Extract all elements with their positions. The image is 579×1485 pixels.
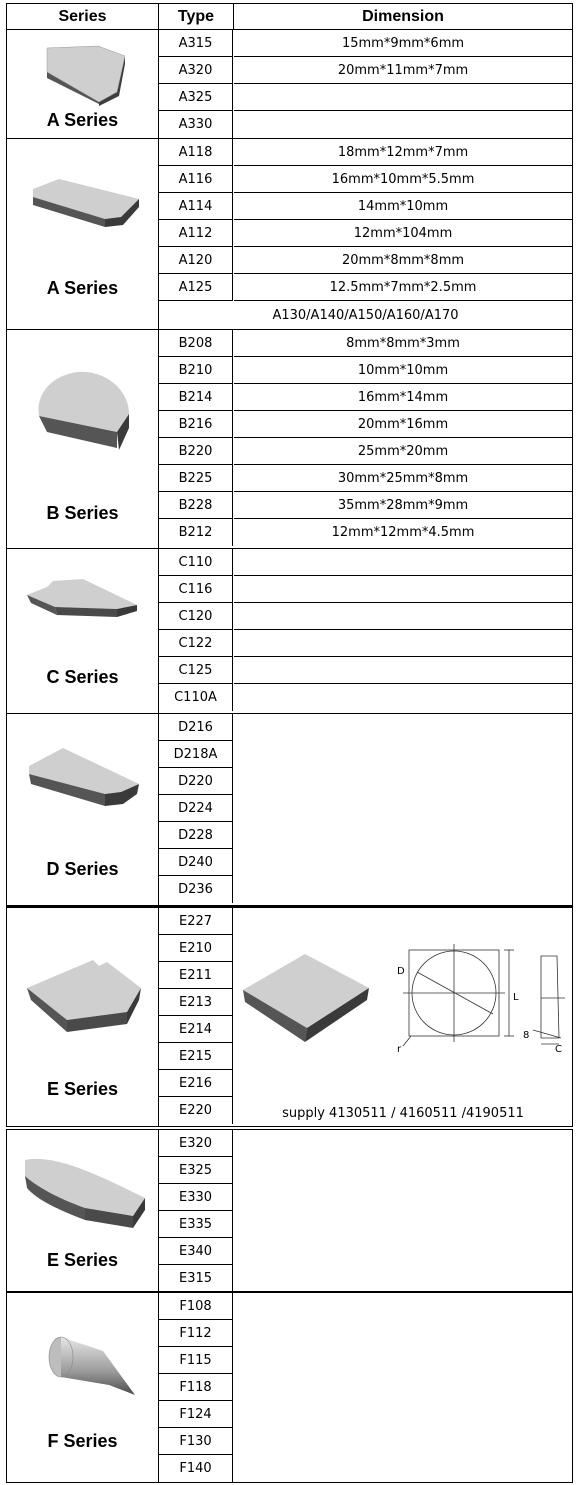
type-cell: B216 (159, 411, 233, 438)
insert-e2-image (23, 950, 143, 1036)
dimension-cell (234, 549, 572, 576)
dimension-cell: 12mm*12mm*4.5mm (331, 525, 475, 540)
type-cell: F115 (159, 1347, 233, 1374)
type-cell: F108 (159, 1293, 233, 1320)
type-cell: C110 (159, 549, 233, 576)
type-cell: E215 (159, 1043, 233, 1070)
supply-note: supply 4130511 / 4160511 /4190511 (282, 1106, 524, 1121)
series-name: A Series (46, 110, 119, 130)
header-series: Series (7, 4, 159, 29)
series-cell (7, 30, 159, 138)
dimension-cell (234, 657, 572, 684)
header-dimension: Dimension (362, 8, 444, 25)
type-cell: C110A (159, 684, 233, 711)
type-cell: E210 (159, 935, 233, 962)
series-group-d (6, 714, 573, 906)
type-cell: E335 (159, 1211, 233, 1238)
series-name: E Series (46, 1250, 119, 1270)
type-cell: E330 (159, 1184, 233, 1211)
type-cell: D240 (159, 849, 233, 876)
type-cell: F124 (159, 1401, 233, 1428)
dimension-cell: 18mm*12mm*7mm (234, 139, 572, 166)
type-cell: C116 (159, 576, 233, 603)
series-name: D Series (46, 859, 119, 879)
series-name: B Series (46, 503, 119, 523)
technical-drawing (389, 938, 571, 1054)
type-cell: B210 (159, 357, 233, 384)
type-cell: C122 (159, 630, 233, 657)
type-cell: B220 (159, 438, 233, 465)
type-cell: E315 (159, 1265, 233, 1292)
series-name: A Series (46, 278, 119, 298)
dimension-cell: 25mm*20mm (234, 438, 572, 465)
dimension-cell: 20mm*16mm (234, 411, 572, 438)
series-group-e2 (6, 906, 573, 1127)
type-cell: D228 (159, 822, 233, 849)
type-cell: F118 (159, 1374, 233, 1401)
header-type: Type (159, 4, 234, 29)
insert-b-image (33, 366, 133, 458)
type-cell: A320 (159, 57, 233, 84)
dimension-cell (234, 684, 572, 711)
type-cell: E220 (159, 1097, 233, 1124)
square-insert-image (239, 950, 373, 1048)
type-cell: E216 (159, 1070, 233, 1097)
type-cell: D224 (159, 795, 233, 822)
series-cell (7, 139, 159, 329)
series-group-a3 (6, 30, 573, 139)
dimension-cell: 16mm*14mm (234, 384, 572, 411)
type-cell: A120 (159, 247, 233, 274)
type-cell: A330 (159, 111, 233, 138)
dimension-cell (234, 111, 572, 138)
insert-e3-image (23, 1150, 147, 1240)
series-group-c (6, 549, 573, 714)
diagram-label-r: r (397, 1044, 402, 1054)
dimension-cell: 35mm*28mm*9mm (234, 492, 572, 519)
type-cell: E211 (159, 962, 233, 989)
type-cell: F140 (159, 1455, 233, 1482)
type-cell: C120 (159, 603, 233, 630)
dimension-cell: 20mm*8mm*8mm (234, 247, 572, 274)
series-name: F Series (47, 1431, 118, 1451)
type-cell: E227 (159, 908, 233, 935)
type-cell: A125 (159, 274, 233, 301)
type-cell: A118 (159, 139, 233, 166)
series-name: C Series (46, 667, 119, 687)
type-cell: C125 (159, 657, 233, 684)
type-cell: F112 (159, 1320, 233, 1347)
dimension-cell (234, 84, 572, 111)
dimension-cell (234, 603, 572, 630)
dimension-cell: 8mm*8mm*3mm (234, 330, 572, 357)
span-cell: A130/A140/A150/A160/A170 (272, 308, 459, 323)
dimension-cell: 14mm*10mm (234, 193, 572, 220)
table-header (6, 3, 573, 30)
series-group-f (6, 1292, 573, 1483)
series-cell (7, 1130, 159, 1291)
series-group-a1 (6, 139, 573, 330)
insert-a1-image (29, 177, 141, 233)
type-cell: B225 (159, 465, 233, 492)
type-cell: D216 (159, 714, 233, 741)
insert-d-image (25, 744, 141, 810)
diagram-label-l: L (513, 992, 519, 1003)
type-cell: E340 (159, 1238, 233, 1265)
type-cell: A325 (159, 84, 233, 111)
type-cell: B228 (159, 492, 233, 519)
dimension-cell: 20mm*11mm*7mm (234, 57, 572, 84)
series-name: E Series (46, 1079, 119, 1099)
type-cell: A315 (159, 30, 233, 57)
series-cell (7, 330, 159, 548)
dimension-cell: 12.5mm*7mm*2.5mm (234, 274, 572, 301)
insert-f-image (47, 1331, 137, 1403)
dimension-cell (234, 630, 572, 657)
type-cell: A114 (159, 193, 233, 220)
dimension-cell: 16mm*10mm*5.5mm (234, 166, 572, 193)
insert-a3-image (43, 42, 125, 108)
type-cell: A116 (159, 166, 233, 193)
series-group-e3 (6, 1129, 573, 1292)
type-cell: E213 (159, 989, 233, 1016)
dimension-cell: 12mm*104mm (234, 220, 572, 247)
diagram-label-c: C (555, 1044, 562, 1054)
dimension-cell (234, 576, 572, 603)
type-cell: D218A (159, 741, 233, 768)
type-cell: D236 (159, 876, 233, 903)
diagram-label-d: D (397, 966, 405, 977)
series-cell (7, 549, 159, 713)
type-cell: D220 (159, 768, 233, 795)
series-cell (7, 1293, 159, 1482)
dimension-cell: 10mm*10mm (234, 357, 572, 384)
type-cell: F130 (159, 1428, 233, 1455)
type-cell: E214 (159, 1016, 233, 1043)
type-cell: B212 (159, 519, 233, 546)
insert-c-image (25, 575, 139, 621)
type-cell: B214 (159, 384, 233, 411)
diagram-label-angle: 8 (523, 1030, 530, 1041)
type-cell: B208 (159, 330, 233, 357)
dimension-cell: 15mm*9mm*6mm (234, 30, 572, 57)
series-cell (7, 908, 159, 1126)
dimension-cell: 30mm*25mm*8mm (234, 465, 572, 492)
type-cell: A112 (159, 220, 233, 247)
type-cell: E325 (159, 1157, 233, 1184)
series-group-b (6, 330, 573, 549)
series-cell (7, 714, 159, 905)
type-cell: E320 (159, 1130, 233, 1157)
